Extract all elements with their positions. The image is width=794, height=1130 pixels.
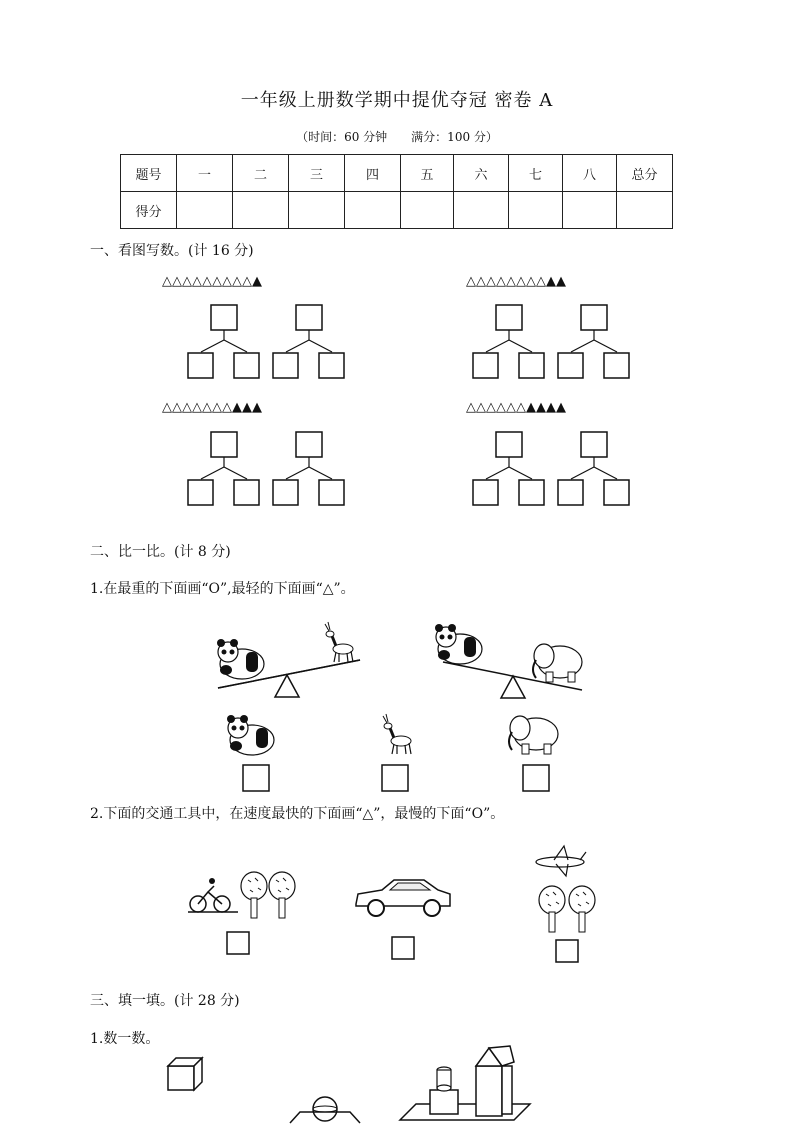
answer-box: [227, 932, 249, 954]
answer-box[interactable]: [604, 353, 629, 378]
cylinder-icon: [437, 1067, 451, 1091]
table-cell: 四: [345, 155, 401, 192]
cube-icon: [168, 1058, 202, 1090]
answer-box[interactable]: [604, 480, 629, 505]
answer-box[interactable]: [273, 353, 298, 378]
answer-box[interactable]: [296, 305, 322, 330]
table-cell: 二: [233, 155, 289, 192]
deer-icon: [383, 714, 411, 754]
elephant-icon: [533, 644, 582, 682]
table-cell: 八: [563, 155, 617, 192]
number-bond: [188, 432, 259, 505]
section-1-heading: 一、看图写数。(计 16 分): [90, 243, 254, 259]
tree-icon: [539, 886, 565, 932]
exam-info: （时间：60 分钟 满分：100 分）: [296, 130, 498, 144]
answer-box[interactable]: [496, 305, 522, 330]
triangle-row: △△△△△△△▲▲▲: [162, 400, 262, 415]
answer-box[interactable]: [581, 432, 607, 457]
answer-box[interactable]: [188, 353, 213, 378]
number-bond: [473, 305, 544, 378]
answer-box[interactable]: [234, 353, 259, 378]
balance-illustrations: [0, 600, 794, 820]
answer-box[interactable]: [296, 432, 322, 457]
tree-icon: [241, 872, 267, 918]
answer-box: [556, 940, 578, 962]
answer-box[interactable]: [188, 480, 213, 505]
answer-box[interactable]: [581, 305, 607, 330]
panda-icon: [435, 624, 482, 664]
tree-icon: [269, 872, 295, 918]
answer-box[interactable]: [496, 432, 522, 457]
answer-box: [392, 937, 414, 959]
answer-box: [382, 765, 408, 791]
page-title: 一年级上册数学期中提优夺冠 密卷 A: [240, 90, 554, 111]
question-3-1: 1.数一数。: [90, 1031, 160, 1047]
number-bond: [558, 305, 629, 378]
answer-box[interactable]: [558, 353, 583, 378]
tree-icon: [569, 886, 595, 932]
number-bond: [558, 432, 629, 505]
answer-box[interactable]: [519, 353, 544, 378]
answer-box: [523, 765, 549, 791]
answer-box[interactable]: [558, 480, 583, 505]
bicycle-icon: [188, 878, 238, 912]
table-cell: 一: [177, 155, 233, 192]
panda-icon: [227, 715, 274, 755]
answer-box[interactable]: [211, 305, 237, 330]
question-2-2: 2.下面的交通工具中，在速度最快的下面画“△”，最慢的下面“O”。: [90, 806, 505, 822]
number-bond-diagrams: [0, 0, 794, 520]
number-bond: [473, 432, 544, 505]
triangle-row: △△△△△△▲▲▲▲: [466, 400, 566, 415]
triangle-row: △△△△△△△△△▲: [162, 274, 262, 289]
triangle-row: △△△△△△△△▲▲: [466, 274, 566, 289]
answer-box[interactable]: [473, 353, 498, 378]
panda-icon: [217, 639, 264, 679]
answer-box[interactable]: [473, 480, 498, 505]
elephant-icon: [509, 716, 558, 754]
sphere-icon: [290, 1097, 360, 1123]
answer-box[interactable]: [273, 480, 298, 505]
table-cell: 三: [289, 155, 345, 192]
answer-box: [243, 765, 269, 791]
section-3-heading: 三、填一填。(计 28 分): [90, 993, 240, 1009]
block-tower-icon: [400, 1046, 530, 1120]
table-cell: 五: [401, 155, 454, 192]
answer-box[interactable]: [319, 480, 344, 505]
car-icon: [356, 880, 450, 916]
table-cell: 题号: [121, 155, 177, 192]
answer-box[interactable]: [519, 480, 544, 505]
airplane-icon: [536, 846, 586, 876]
number-bond: [188, 305, 259, 378]
answer-box[interactable]: [319, 353, 344, 378]
number-bond: [273, 305, 344, 378]
deer-icon: [325, 622, 353, 662]
table-cell: 总分: [617, 155, 673, 192]
solid-shapes-illustration: [0, 1050, 794, 1130]
vehicle-illustrations: [0, 840, 794, 980]
table-cell: 七: [509, 155, 563, 192]
answer-box[interactable]: [234, 480, 259, 505]
table-cell: 得分: [121, 192, 177, 229]
table-cell: 六: [454, 155, 509, 192]
question-2-1: 1.在最重的下面画“O”,最轻的下面画“△”。: [90, 581, 355, 597]
section-2-heading: 二、比一比。(计 8 分): [90, 544, 231, 560]
number-bond: [273, 432, 344, 505]
answer-box[interactable]: [211, 432, 237, 457]
